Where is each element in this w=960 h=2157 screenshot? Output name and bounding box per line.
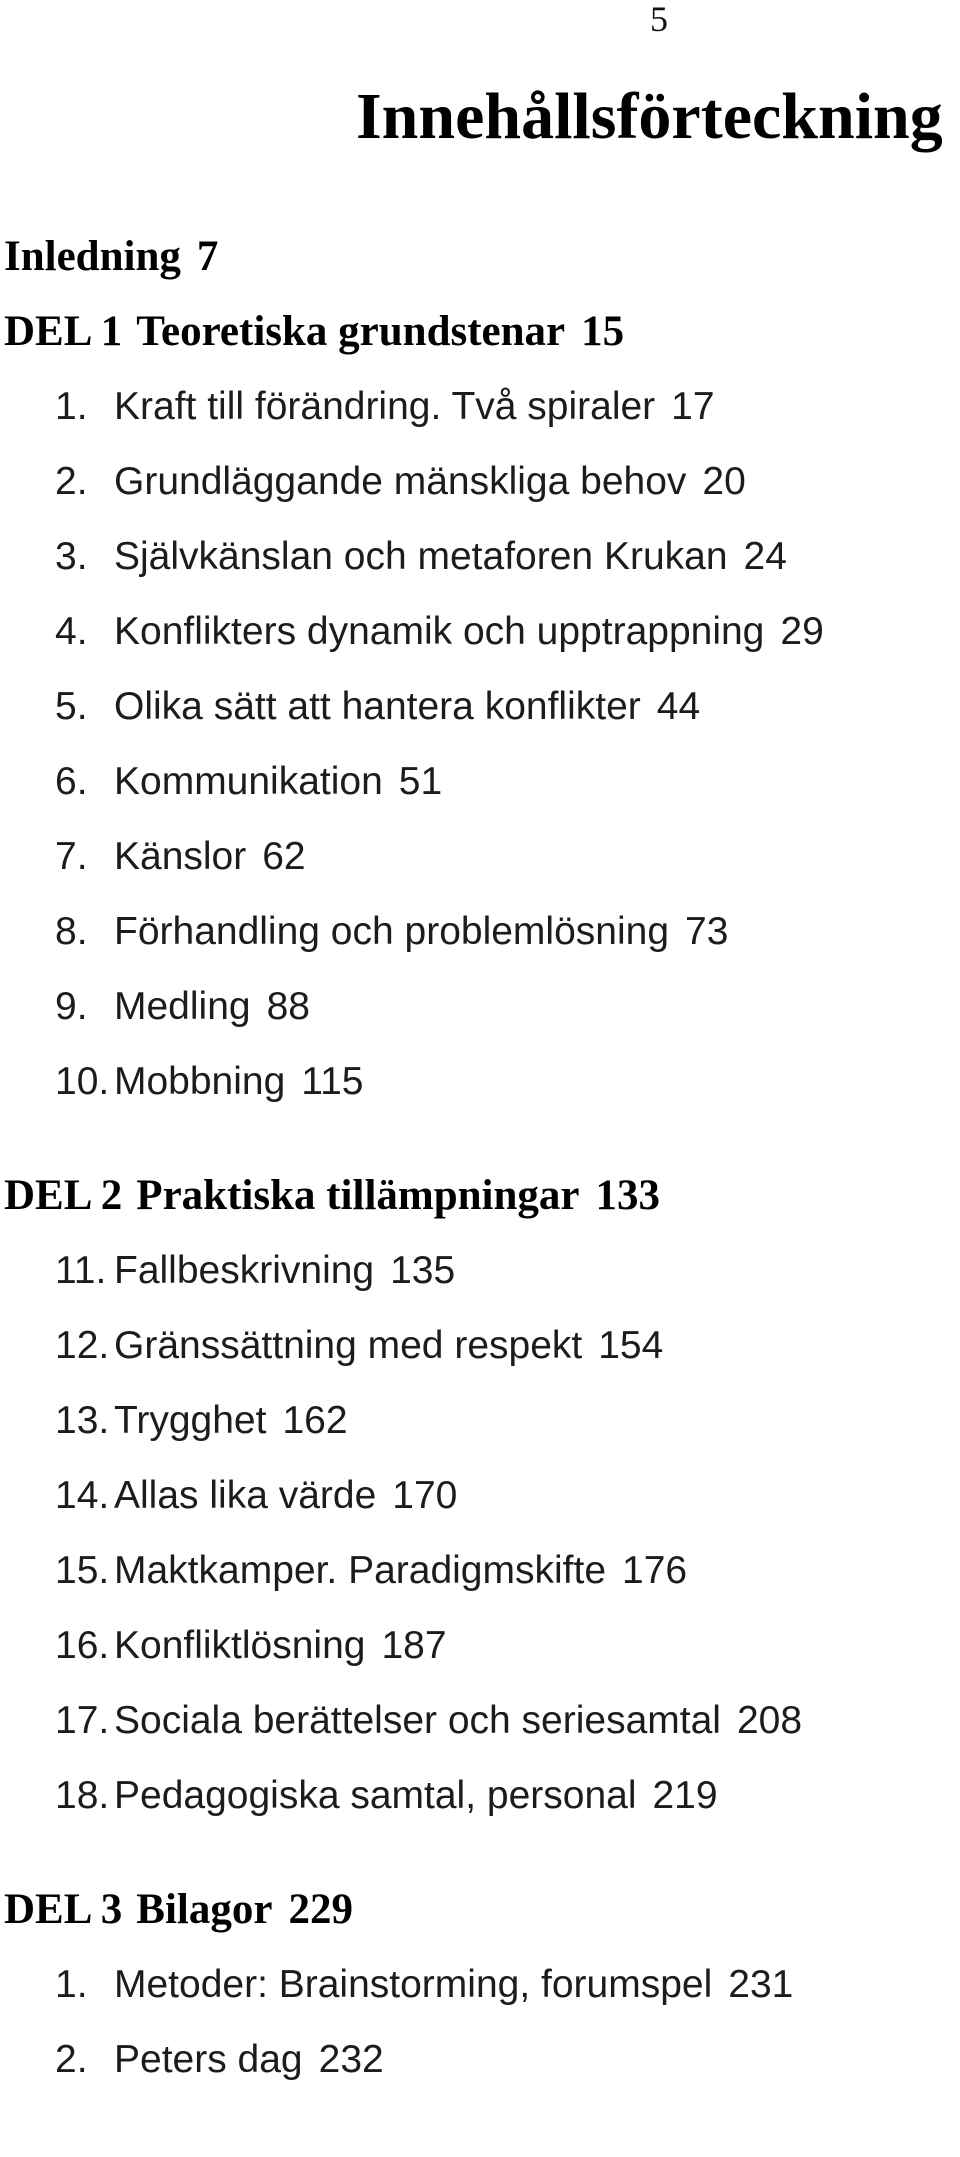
chapter-number: 6. (55, 760, 88, 803)
page-title: Innehållsförteckning (356, 80, 943, 153)
part-title: Teoretiska grundstenar (136, 308, 566, 355)
part-page: 133 (595, 1172, 660, 1219)
chapter-entry (0, 687, 960, 727)
chapter-number: 1. (55, 385, 88, 428)
chapter-number: 12. (55, 1324, 110, 1367)
chapter-entry (0, 537, 960, 577)
chapter-page: 187 (381, 1624, 447, 1667)
chapter-entry (0, 1476, 960, 1516)
chapter-entry (0, 2040, 960, 2080)
chapter-number: 4. (55, 610, 88, 653)
toc-part-3 (0, 1886, 960, 2081)
chapter-entry (0, 1701, 960, 1741)
chapter-page: 20 (702, 460, 746, 503)
chapter-title: Konfliktlösning (114, 1624, 366, 1667)
chapter-number: 14. (55, 1474, 110, 1517)
chapter-title: Sociala berättelser och seriesamtal (114, 1699, 721, 1742)
chapter-title: Förhandling och problemlösning (114, 910, 670, 953)
chapter-page: 232 (318, 2038, 384, 2081)
chapter-page: 154 (598, 1324, 664, 1367)
part-label: DEL 2 (4, 1172, 123, 1219)
part-page: 15 (581, 308, 625, 355)
chapter-title: Peters dag (114, 2038, 303, 2081)
part-title: Praktiska tillämpningar (136, 1172, 580, 1219)
chapter-title: Allas lika värde (114, 1474, 377, 1517)
chapter-entry (0, 762, 960, 802)
chapter-page: 88 (266, 985, 310, 1028)
chapter-page: 219 (652, 1774, 718, 1817)
chapter-entry (0, 1062, 960, 1102)
chapter-title: Konflikters dynamik och upptrappning (114, 610, 765, 653)
chapter-number: 8. (55, 910, 88, 953)
chapter-number: 2. (55, 460, 88, 503)
chapter-number: 10. (55, 1060, 110, 1103)
toc-part-1 (0, 308, 960, 1103)
chapter-page: 208 (736, 1699, 803, 1742)
chapter-page: 135 (390, 1249, 456, 1292)
chapter-title: Maktkamper. Paradigmskifte (114, 1549, 607, 1592)
chapter-entry (0, 1776, 960, 1816)
chapter-page: 231 (728, 1963, 794, 2006)
chapter-number: 7. (55, 835, 88, 878)
chapter-number: 9. (55, 985, 88, 1028)
chapter-number: 1. (55, 1963, 88, 2006)
chapter-entry (0, 1551, 960, 1591)
chapter-entry (0, 1326, 960, 1366)
chapter-entry (0, 837, 960, 877)
chapter-number: 5. (55, 685, 88, 728)
chapter-entry (0, 1401, 960, 1441)
chapter-page: 44 (656, 685, 701, 728)
chapter-number: 13. (55, 1399, 110, 1442)
chapter-number: 17. (55, 1699, 110, 1742)
chapter-number: 18. (55, 1774, 110, 1817)
chapter-page: 170 (392, 1474, 458, 1517)
chapter-entry (0, 987, 960, 1027)
chapter-title: Metoder: Brainstorming, forumspel (114, 1963, 713, 2006)
chapter-page: 29 (780, 610, 824, 653)
chapter-title: Gränssättning med respekt (114, 1324, 583, 1367)
part-heading (0, 1172, 960, 1219)
chapter-page: 176 (622, 1549, 688, 1592)
chapter-title: Medling (114, 985, 251, 1028)
part-label: DEL 3 (4, 1886, 123, 1933)
toc-intro-heading (0, 233, 960, 280)
chapter-title: Kommunikation (114, 760, 383, 803)
chapter-page: 51 (398, 760, 443, 803)
chapter-entry (0, 1965, 960, 2005)
toc-intro-section (0, 233, 960, 280)
chapter-entry (0, 612, 960, 652)
table-of-contents (0, 233, 960, 2081)
part-label: DEL 1 (4, 308, 123, 355)
chapter-title: Olika sätt att hantera konflikter (114, 685, 641, 728)
chapter-number: 15. (55, 1549, 110, 1592)
toc-part-2 (0, 1172, 960, 1817)
intro-title: Inledning (4, 233, 181, 280)
part-heading (0, 1886, 960, 1933)
chapter-page: 62 (262, 835, 306, 878)
chapter-page: 115 (301, 1060, 364, 1103)
intro-page: 7 (196, 233, 219, 280)
chapter-number: 11. (55, 1249, 107, 1292)
chapter-page: 24 (743, 535, 787, 578)
chapter-page: 73 (685, 910, 729, 953)
part-title: Bilagor (136, 1886, 273, 1933)
chapter-entry (0, 387, 960, 427)
chapter-number: 16. (55, 1624, 110, 1667)
chapter-page: 162 (282, 1399, 348, 1442)
chapter-title: Känslor (114, 835, 247, 878)
chapter-title: Kraft till förändring. Två spiraler (114, 385, 656, 428)
chapter-entry (0, 1626, 960, 1666)
chapter-page: 17 (671, 385, 715, 428)
part-heading (0, 308, 960, 355)
page-number: 5 (650, 0, 668, 39)
chapter-entry (0, 1251, 960, 1291)
chapter-title: Trygghet (114, 1399, 267, 1442)
chapter-title: Mobbning (114, 1060, 286, 1103)
chapter-title: Grundläggande mänskliga behov (114, 460, 687, 503)
chapter-entry (0, 462, 960, 502)
chapter-title: Fallbeskrivning (114, 1249, 375, 1292)
chapter-number: 3. (55, 535, 88, 578)
chapter-number: 2. (55, 2038, 88, 2081)
part-page: 229 (288, 1886, 353, 1933)
chapter-title: Pedagogiska samtal, personal (114, 1774, 637, 1817)
chapter-entry (0, 912, 960, 952)
chapter-title: Självkänslan och metaforen Krukan (114, 535, 728, 578)
